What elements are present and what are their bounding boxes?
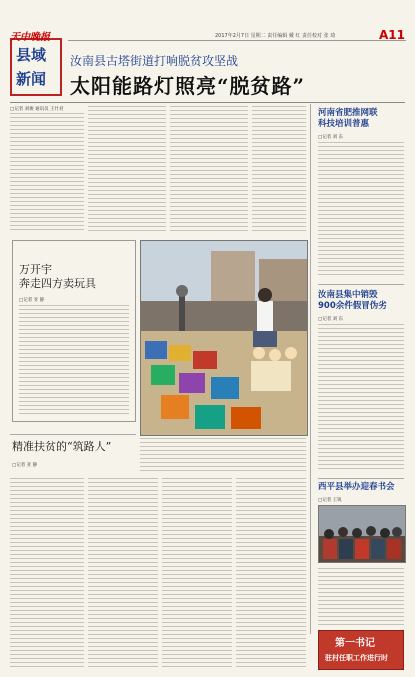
lead-body-col1 <box>10 113 84 233</box>
right-story2-byline: □记者 刘 东 <box>318 317 344 322</box>
right-story3-title: 西平县举办迎春书会 <box>318 482 395 492</box>
right-story3-body <box>318 568 404 626</box>
lead-body-col2 <box>88 106 166 233</box>
dateline: 2017年2月7日 星期二 责任编辑 戴 红 责任校对 张 琦 <box>215 33 336 39</box>
masthead <box>0 0 415 100</box>
lead-body-col4 <box>252 106 306 233</box>
poverty-divider <box>10 434 136 435</box>
page-number: A11 <box>379 28 405 42</box>
poverty-body-col2 <box>88 478 158 668</box>
right-divider-2 <box>318 478 404 479</box>
lead-byline: □记者 刘俊 通讯员 王竹君 <box>10 107 64 112</box>
masthead-rule <box>68 40 406 41</box>
right-divider-1 <box>318 284 404 285</box>
right-story1-byline: □记者 刘 东 <box>318 135 344 140</box>
brand-logo-text: 天中晚报 <box>10 32 50 43</box>
feature-box <box>12 240 136 422</box>
column-divider <box>310 104 311 634</box>
poverty-body-col1 <box>10 478 84 668</box>
feature-box-byline: □记者 亚 静 <box>19 298 45 303</box>
right-story2-body <box>318 324 404 472</box>
section-label-line2: 新闻 <box>16 70 47 88</box>
calligraphy-event-photo <box>318 505 406 563</box>
section-label-line1: 县域 <box>16 46 47 64</box>
poverty-body-col3 <box>162 478 232 668</box>
toy-stall-photo-art <box>141 241 307 435</box>
header-divider <box>10 102 405 103</box>
feature-box-title: 万开宇 奔走四方卖玩具 <box>19 263 96 290</box>
right-story1-body <box>318 142 404 278</box>
banner-subtitle: 驻村任职工作进行时 <box>325 654 388 662</box>
banner-title: 第一书记 <box>335 638 375 649</box>
poverty-body-col4 <box>236 478 306 668</box>
poverty-story-byline: □记者 亚 静 <box>12 463 38 468</box>
right-story2-title: 汝南县集中销毁 900余件假冒伪劣 <box>318 290 387 311</box>
right-story3-byline: □记者 王锐 <box>318 498 342 503</box>
lead-kicker: 汝南县古塔街道打响脱贫攻坚战 <box>70 54 239 68</box>
poverty-story-title: 精准扶贫的“筑路人” <box>12 440 112 453</box>
section-banner <box>318 630 404 670</box>
photo-caption-text <box>140 438 306 472</box>
section-logo <box>10 32 62 96</box>
lead-body-col3 <box>170 106 248 233</box>
right-story1-title: 河南省肥推网联 科技培训普惠 <box>318 108 378 129</box>
lead-headline: 太阳能路灯照亮“脱贫路” <box>70 74 306 98</box>
toy-stall-photo <box>140 240 308 436</box>
feature-box-body <box>19 305 129 415</box>
calligraphy-event-photo-art <box>319 506 405 562</box>
